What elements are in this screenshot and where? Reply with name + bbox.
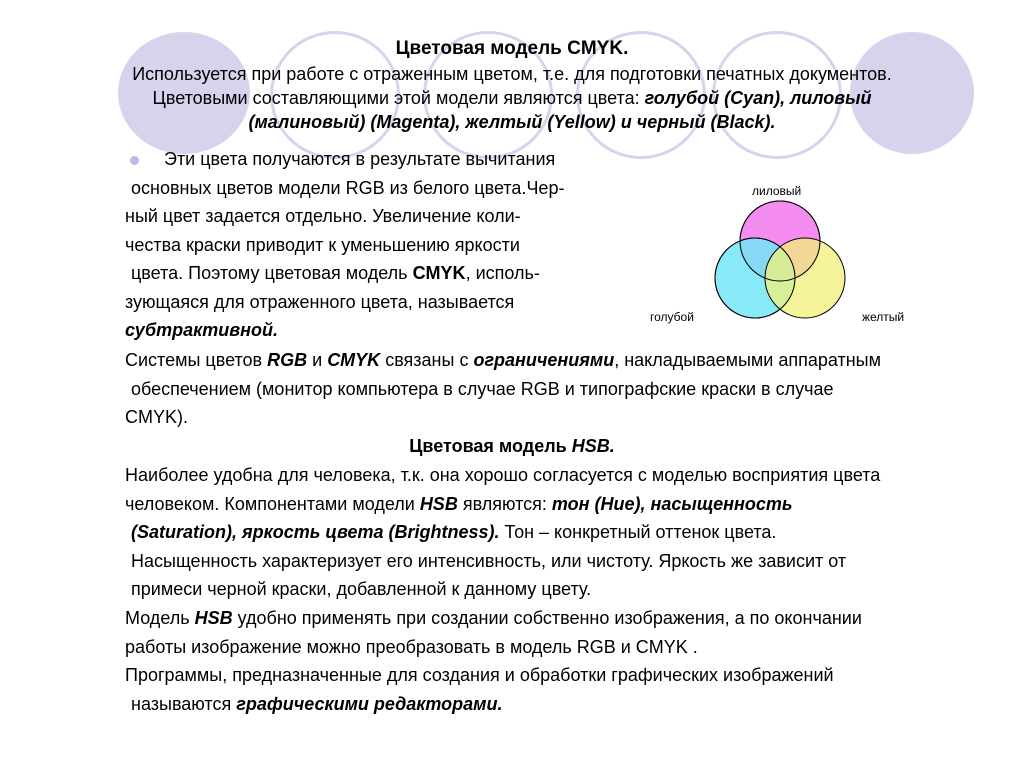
venn-label-yellow: желтый — [862, 310, 905, 324]
systems-line-3: CMYK). — [125, 407, 188, 427]
intro-line-2-emph: голубой (Cyan), лиловый — [644, 88, 872, 108]
hsb-heading-a: Цветовая модель — [409, 436, 572, 456]
systems-l1c: и — [307, 350, 328, 370]
hsb-l3b: Тон – конкретный оттенок цвета. — [499, 522, 777, 542]
systems-l1d: CMYK — [327, 350, 381, 370]
hsb-l2a: человеком. Компонентами модели — [125, 494, 420, 514]
systems-l1b: RGB — [267, 350, 308, 370]
bullet-line-5b: CMYK — [412, 263, 466, 283]
hsb-l9b: графическими редакторами. — [236, 694, 503, 714]
intro-line-1: Используется при работе с отраженным цветом, т.е. для подготовки печатных документов. — [132, 64, 892, 84]
bullet-line-3: ный цвет задается отдельно. Увеличение коли- — [125, 206, 521, 226]
hsb-line-6 — [125, 608, 862, 629]
hsb-heading — [0, 436, 1024, 457]
hsb-line-3 — [131, 522, 776, 543]
hsb-line-2 — [125, 494, 793, 515]
hsb-line-9 — [131, 694, 502, 715]
hsb-l3a: (Saturation), яркость цвета (Brightness). — [131, 522, 500, 542]
venn-circle-yellow — [765, 238, 845, 318]
venn-label-cyan: голубой — [650, 310, 694, 324]
hsb-line-7: работы изображение можно преобразовать в модель RGB и CMYK . — [125, 637, 698, 657]
hsb-line-4: Насыщенность характеризует его интенсивность, или чистоту. Яркость же зависит от — [131, 551, 847, 571]
systems-l1a: Системы цветов — [125, 350, 268, 370]
venn-label-magenta: лиловый — [752, 184, 802, 198]
bullet-line-5a: цвета. Поэтому цветовая модель — [131, 263, 413, 283]
bullet-line-4: чества краски приводит к уменьшению яркости — [125, 235, 520, 255]
systems-l1e: связаны с — [380, 350, 474, 370]
cmyk-venn-diagram — [700, 196, 860, 326]
bullet-line-1: Эти цвета получаются в результате вычитания — [164, 149, 556, 169]
hsb-line-5: примеси черной краски, добавленной к данному цвету. — [131, 579, 592, 599]
hsb-heading-b: HSB. — [571, 436, 615, 456]
bullet-line-2: основных цветов модели RGB из белого цвета.Чер- — [131, 178, 565, 198]
bullet-dot — [130, 156, 139, 165]
bullet-line-7: субтрактивной. — [125, 320, 279, 340]
hsb-l2d: тон (Hue), насыщенность — [551, 494, 793, 514]
bullet-line-5 — [131, 263, 540, 284]
bullet-line-5c: , исполь- — [465, 263, 540, 283]
hsb-l6c: удобно применять при создании собственно изображения, а по окончании — [232, 608, 862, 628]
hsb-line-8: Программы, предназначенные для создания и обработки графических изображений — [125, 665, 834, 685]
systems-line-2: обеспечением (монитор компьютера в случае RGB и типографские краски в случае — [131, 379, 834, 399]
intro-line-2-plain: Цветовыми составляющими этой модели являются цвета: — [152, 88, 645, 108]
hsb-l2b: HSB — [419, 494, 458, 514]
hsb-l2c: являются: — [457, 494, 552, 514]
systems-l1g: , накладываемыми аппаратным — [614, 350, 881, 370]
intro-line-3: (малиновый) (Magenta), желтый (Yellow) и черный (Black). — [248, 112, 776, 132]
bullet-line-6: зующаяся для отраженного цвета, называется — [125, 292, 515, 312]
hsb-line-1: Наиболее удобна для человека, т.к. она хорошо согласуется с моделью восприятия цвета — [125, 465, 881, 485]
page-title: Цветовая модель CMYK. — [395, 38, 629, 59]
intro-line-2 — [0, 88, 1024, 109]
hsb-l6b: HSB — [194, 608, 233, 628]
systems-l1f: ограничениями — [473, 350, 615, 370]
hsb-l6a: Модель — [125, 608, 195, 628]
systems-line-1 — [125, 350, 881, 371]
hsb-l9a: называются — [131, 694, 237, 714]
